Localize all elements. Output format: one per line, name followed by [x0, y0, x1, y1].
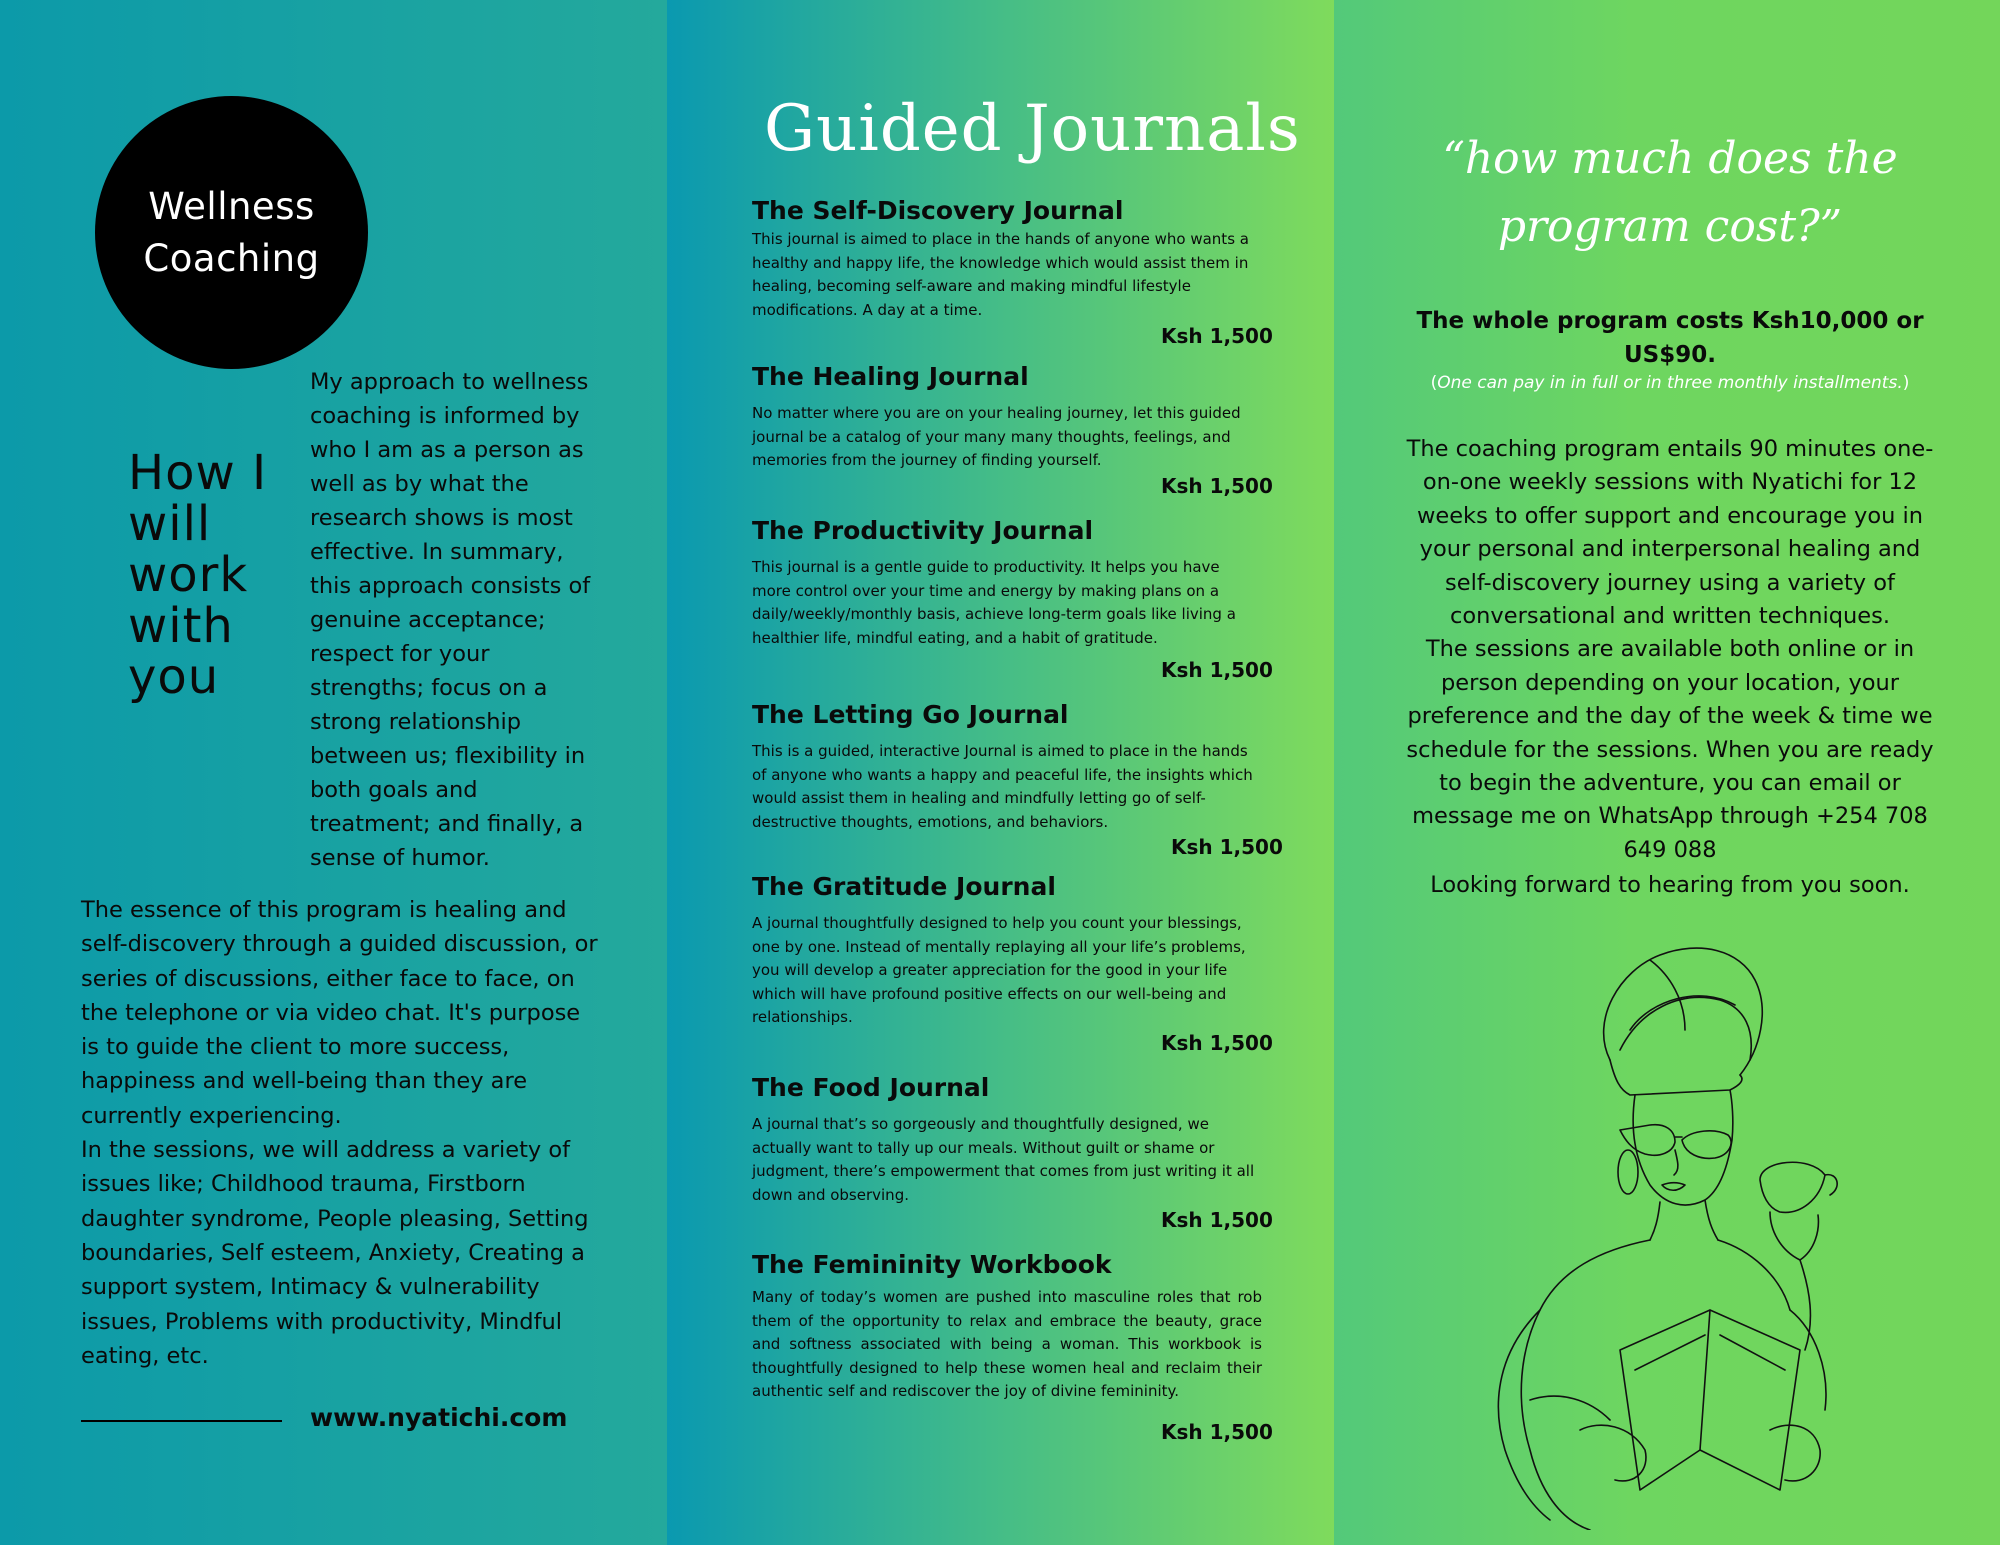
cost-question: “how much does the program cost?”: [1442, 133, 1898, 252]
note-close-paren: ): [1902, 373, 1910, 393]
heading-line: work: [128, 547, 249, 603]
journal-item: [752, 514, 1262, 650]
journal-item: [752, 194, 1262, 322]
essence-paragraph: The essence of this program is healing and self-discovery through a guided discussion, or series of discussions, either face to face, on the telephone or via video chat. It's purpose is to guide the client to more success, happiness and well-being than they are currently experiencing.: [81, 897, 598, 1129]
heading-line: you: [128, 649, 220, 705]
journal-description: No matter where you are on your healing journey, let this guided journal be a catalog of your many many thoughts, feelings, and memories from the journey of finding yourself.: [752, 404, 1241, 469]
journal-title: The Letting Go Journal: [752, 700, 1069, 729]
journal-description: Many of today’s women are pushed into masculine roles that rob them of the opportunity to relax and embrace the beauty, grace and softness associated with being a woman. This workbook is thoughtfully designed to help these women heal and reclaim their authentic self and rediscover the joy of divine femininity.: [752, 1288, 1262, 1400]
guided-journals-title: Guided Journals: [764, 92, 1301, 166]
session-availability: The sessions are available both online or in person depending on your location, your preference and the day of the week & time we schedule for the sessions. When you are ready to begin the adventure, you can email or message me on WhatsApp through +254 708 649 088: [1406, 636, 1934, 863]
program-cost: The whole program costs Ksh10,000 or US$90.: [1416, 308, 1924, 368]
journal-price: Ksh 1,500: [1161, 658, 1273, 682]
journal-item: [752, 870, 1262, 1030]
journal-price: Ksh 1,500: [1171, 835, 1283, 859]
journal-price: Ksh 1,500: [1161, 1208, 1273, 1232]
heading-line: with: [128, 598, 234, 654]
closing-line: Looking forward to hearing from you soon.: [1430, 872, 1910, 898]
journal-title: The Gratitude Journal: [752, 872, 1056, 901]
badge-line-2: Coaching: [143, 236, 320, 280]
heading-line: will: [128, 496, 212, 552]
journal-price: Ksh 1,500: [1161, 324, 1273, 348]
journal-title: The Self-Discovery Journal: [752, 196, 1124, 225]
journal-title: The Productivity Journal: [752, 516, 1094, 545]
note-open-paren: (: [1430, 373, 1438, 393]
journal-description: This journal is aimed to place in the hands of anyone who wants a healthy and happy life, the knowledge which would assist them in healing, becoming self-aware and making mindful lifestyle modifications. A day at a time.: [752, 230, 1249, 319]
left-panel: [0, 0, 667, 1545]
journal-price: Ksh 1,500: [1161, 1031, 1273, 1055]
journal-item: [752, 360, 1262, 473]
how-i-will-work-heading: [128, 445, 288, 705]
journal-description: This is a guided, interactive Journal is aimed to place in the hands of anyone who wants a happy and peaceful life, the insights which would assist them in healing and mindfully letting go of self-destructive thoughts, emotions, and behaviors.: [752, 742, 1253, 831]
journal-description: A journal thoughtfully designed to help you count your blessings, one by one. Instead of mentally replaying all your life’s problems, you will develop a greater appreciation for the good in your life which will have profound positive effects on our well-being and relationships.: [752, 914, 1246, 1026]
program-details: The coaching program entails 90 minutes one-on-one weekly sessions with Nyatichi for 12 weeks to offer support and encourage you in your personal and interpersonal healing and self-discovery journey using a variety of conversational and written techniques.: [1406, 436, 1934, 630]
journal-item: [752, 1248, 1262, 1404]
program-description: [1395, 433, 1945, 867]
website-link[interactable]: www.nyatichi.com: [310, 1403, 568, 1432]
payment-note: [1390, 373, 1950, 393]
journal-title: The Food Journal: [752, 1073, 990, 1102]
journal-price: Ksh 1,500: [1161, 474, 1273, 498]
journal-price: Ksh 1,500: [1161, 1420, 1273, 1444]
divider-line: [81, 1420, 282, 1422]
heading-line: How I: [128, 445, 268, 501]
journal-description: A journal that’s so gorgeously and thoughtfully designed, we actually want to tally up our meals. Without guilt or shame or judgment, there’s empowerment that comes from just writing it all down and observing.: [752, 1115, 1255, 1204]
badge-line-1: Wellness: [148, 184, 315, 228]
wellness-coaching-badge: [95, 96, 368, 369]
journal-item: [752, 698, 1262, 834]
essence-section: [81, 893, 601, 1373]
journal-item: [752, 1071, 1262, 1207]
approach-paragraph: My approach to wellness coaching is informed by who I am as a person as well as by what the research shows is most effective. In summary, this approach consists of genuine acceptance; respect for your strengths; focus on a strong relationship between us; flexibility in both goals and treatment; and finally, a sense of humor.: [310, 369, 591, 871]
woman-line-art-illustration: [1470, 930, 1900, 1530]
payment-note-text: One can pay in in full or in three monthly installments.: [1437, 373, 1903, 393]
journal-description: This journal is a gentle guide to productivity. It helps you have more control over your time and energy by making plans on a daily/weekly/monthly basis, achieve long-term goals like living a healthier life, mindful eating, and a habit of gratitude.: [752, 558, 1236, 647]
journal-title: The Healing Journal: [752, 362, 1029, 391]
journal-title: The Femininity Workbook: [752, 1250, 1112, 1279]
sessions-paragraph: In the sessions, we will address a variety of issues like; Childhood trauma, Firstborn daughter syndrome, People pleasing, Setting boundaries, Self esteem, Anxiety, Creating a support system, Intimacy & vulnerability issues, Problems with productivity, Mindful eating, etc.: [81, 1137, 589, 1369]
